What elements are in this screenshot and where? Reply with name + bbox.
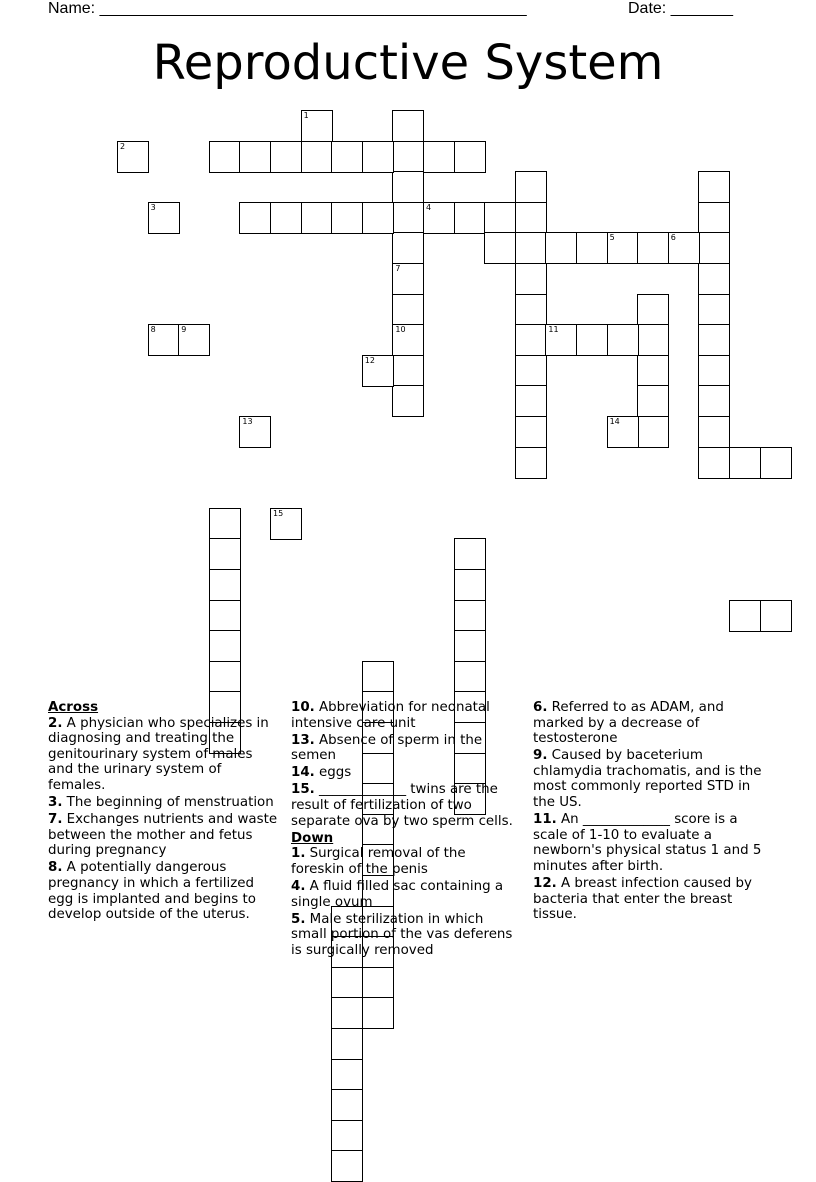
clue-number-label: 7 — [395, 264, 401, 273]
grid-cell[interactable] — [423, 141, 455, 173]
clue-text: _____________ twins are the result of fertilization of two separate ova by two sperm cells. — [291, 782, 513, 829]
clue-number: 8. — [48, 860, 63, 876]
grid-cell[interactable] — [515, 232, 547, 264]
grid-cell[interactable] — [209, 538, 241, 570]
clues-column-1 — [48, 700, 280, 924]
grid-cell[interactable] — [637, 232, 669, 264]
clue-number-label: 2 — [120, 141, 126, 151]
grid-cell[interactable] — [668, 232, 700, 264]
grid-cell[interactable] — [423, 202, 455, 234]
grid-cell[interactable] — [301, 110, 333, 142]
grid-cell[interactable] — [209, 508, 241, 540]
grid-cell[interactable] — [392, 294, 424, 326]
grid-cell[interactable] — [362, 997, 394, 1029]
across-clue — [48, 795, 280, 811]
grid-cell[interactable] — [209, 141, 241, 173]
across-clue — [291, 700, 523, 731]
grid-cell[interactable] — [331, 1059, 363, 1091]
clue-number-label: 15 — [273, 508, 284, 518]
clue-number: 9. — [533, 748, 548, 764]
clues-column-3 — [533, 700, 765, 924]
grid-cell[interactable] — [515, 171, 547, 203]
grid-cell[interactable] — [270, 508, 302, 540]
grid-cell[interactable] — [515, 294, 547, 326]
clue-number-label: 9 — [181, 325, 187, 335]
grid-cell[interactable] — [698, 171, 730, 203]
grid-cell[interactable] — [331, 967, 363, 999]
clue-number: 5. — [291, 911, 306, 927]
grid-cell[interactable] — [362, 661, 394, 693]
across-heading: Across — [48, 700, 99, 715]
clue-text: Caused by baceterium chlamydia trachomatis, and is the most commonly reported STD in the US. — [533, 748, 762, 811]
down-clue — [533, 700, 765, 747]
clue-number-label: 1 — [303, 111, 309, 120]
grid-cell[interactable] — [301, 202, 333, 234]
grid-cell[interactable] — [392, 385, 424, 417]
clue-text: A breast infection caused by bacteria that enter the breast tissue. — [533, 876, 752, 923]
grid-cell[interactable] — [698, 355, 730, 387]
clue-text: Surgical removal of the foreskin of the penis — [291, 846, 466, 877]
grid-cell[interactable] — [301, 141, 333, 173]
grid-cell[interactable] — [484, 232, 516, 264]
across-clue — [48, 716, 280, 794]
grid-cell[interactable] — [148, 324, 180, 356]
grid-cell[interactable] — [698, 232, 730, 264]
clue-number-label: 13 — [242, 417, 253, 426]
clue-number: 12. — [533, 876, 557, 892]
grid-cell[interactable] — [637, 385, 669, 417]
grid-cell[interactable] — [331, 1120, 363, 1152]
grid-cell[interactable] — [392, 263, 424, 295]
grid-cell[interactable] — [392, 171, 424, 203]
grid-cell[interactable] — [209, 661, 241, 693]
grid-cell[interactable] — [331, 202, 363, 234]
grid-cell[interactable] — [698, 385, 730, 417]
grid-cell[interactable] — [331, 1028, 363, 1060]
grid-cell[interactable] — [760, 600, 792, 632]
clue-number: 7. — [48, 812, 63, 828]
grid-cell[interactable] — [698, 447, 730, 479]
grid-cell[interactable] — [270, 141, 302, 173]
grid-cell[interactable] — [454, 630, 486, 662]
grid-cell[interactable] — [392, 324, 424, 356]
clue-text: Exchanges nutrients and waste between the mother and fetus during pregnancy — [48, 812, 278, 859]
grid-cell[interactable] — [392, 110, 424, 142]
clue-text: A physician who specializes in diagnosing and treating the genitourinary system of males and the urinary system of females. — [48, 715, 269, 793]
grid-cell[interactable] — [178, 324, 210, 356]
clue-number-label: 8 — [150, 325, 156, 335]
grid-cell[interactable] — [239, 141, 271, 173]
grid-cell[interactable] — [331, 1150, 363, 1182]
grid-cell[interactable] — [515, 202, 547, 234]
clue-number: 13. — [291, 732, 315, 748]
down-clue — [291, 912, 523, 959]
grid-cell[interactable] — [637, 416, 669, 448]
grid-cell[interactable] — [362, 967, 394, 999]
grid-cell[interactable] — [760, 447, 792, 479]
grid-cell[interactable] — [392, 141, 424, 173]
grid-cell[interactable] — [362, 202, 394, 234]
across-clue — [291, 782, 523, 829]
grid-cell[interactable] — [515, 447, 547, 479]
date-field[interactable]: Date: _______ — [628, 0, 733, 17]
clue-number: 10. — [291, 700, 315, 715]
grid-cell[interactable] — [331, 141, 363, 173]
grid-cell[interactable] — [698, 263, 730, 295]
grid-cell[interactable] — [515, 385, 547, 417]
clue-number-label: 12 — [364, 355, 375, 365]
clue-number-label: 5 — [609, 233, 615, 243]
grid-cell[interactable] — [392, 202, 424, 234]
grid-cell[interactable] — [270, 202, 302, 234]
grid-cell[interactable] — [392, 232, 424, 264]
grid-cell[interactable] — [576, 232, 608, 264]
grid-cell[interactable] — [362, 355, 394, 387]
grid-cell[interactable] — [331, 997, 363, 1029]
grid-cell[interactable] — [698, 324, 730, 356]
grid-cell[interactable] — [454, 202, 486, 234]
clue-number-label: 14 — [609, 417, 620, 426]
grid-cell[interactable] — [454, 661, 486, 693]
clue-number-label: 6 — [670, 233, 676, 243]
clue-text: Abbreviation for neonatal intensive care unit — [291, 700, 490, 731]
down-heading: Down — [291, 830, 334, 846]
grid-cell[interactable] — [209, 630, 241, 662]
across-clue — [291, 733, 523, 764]
grid-cell[interactable] — [698, 416, 730, 448]
grid-cell[interactable] — [576, 324, 608, 356]
grid-cell[interactable] — [515, 263, 547, 295]
grid-cell[interactable] — [637, 355, 669, 387]
clue-number-label: 11 — [548, 325, 559, 335]
grid-cell[interactable] — [637, 324, 669, 356]
clue-number-label: 10 — [395, 325, 406, 335]
clue-text: A potentially dangerous pregnancy in which a fertilized egg is implanted and begins to develop outside of the uterus. — [48, 860, 256, 923]
name-field[interactable]: Name: ________________________________________________ — [48, 0, 527, 17]
clue-number: 11. — [533, 812, 557, 828]
grid-cell[interactable] — [607, 416, 639, 448]
down-clue — [533, 748, 765, 810]
grid-cell[interactable] — [392, 355, 424, 387]
grid-cell[interactable] — [484, 202, 516, 234]
grid-cell[interactable] — [637, 294, 669, 326]
clue-number: 2. — [48, 715, 63, 731]
across-clue — [48, 812, 280, 859]
across-clue — [291, 765, 523, 781]
clue-text: An _____________ score is a scale of 1-10 to evaluate a newborn's physical status 1 and 5 minutes after birth. — [533, 812, 762, 874]
clue-number: 3. — [48, 795, 63, 811]
clue-text: Male sterilization in which small portion of the vas deferens is surgically removed — [291, 911, 513, 958]
clue-text: Referred to as ADAM, and marked by a decrease of testosterone — [533, 700, 724, 747]
clue-text: eggs — [319, 765, 352, 781]
grid-cell[interactable] — [515, 416, 547, 448]
clue-number-label: 3 — [150, 202, 156, 212]
clue-text: A fluid filled sac containing a single ovum — [291, 879, 504, 910]
clue-number: 14. — [291, 765, 315, 781]
grid-cell[interactable] — [148, 202, 180, 234]
clue-text: Absence of sperm in the semen — [291, 732, 483, 764]
grid-cell[interactable] — [454, 538, 486, 570]
down-clue — [291, 846, 523, 877]
grid-cell[interactable] — [607, 232, 639, 264]
across-clue — [48, 860, 280, 922]
grid-cell[interactable] — [515, 324, 547, 356]
grid-cell[interactable] — [698, 202, 730, 234]
grid-cell[interactable] — [362, 141, 394, 173]
clue-number: 6. — [533, 700, 548, 715]
grid-cell[interactable] — [729, 600, 761, 632]
grid-cell[interactable] — [117, 141, 149, 173]
clue-number: 15. — [291, 782, 315, 798]
grid-cell[interactable] — [729, 447, 761, 479]
grid-cell[interactable] — [239, 202, 271, 234]
grid-cell[interactable] — [515, 355, 547, 387]
grid-cell[interactable] — [209, 600, 241, 632]
grid-cell[interactable] — [209, 569, 241, 601]
grid-cell[interactable] — [545, 232, 577, 264]
down-clue — [291, 879, 523, 910]
clue-text: The beginning of menstruation — [66, 795, 274, 811]
grid-cell[interactable] — [454, 569, 486, 601]
grid-cell[interactable] — [239, 416, 271, 448]
clues-column-2 — [291, 700, 523, 960]
grid-cell[interactable] — [454, 141, 486, 173]
grid-cell[interactable] — [545, 324, 577, 356]
grid-cell[interactable] — [331, 1089, 363, 1121]
down-clue — [533, 812, 765, 874]
page-title: Reproductive System — [152, 35, 664, 91]
clue-number-label: 4 — [426, 202, 432, 212]
clue-number: 1. — [291, 846, 306, 862]
grid-cell[interactable] — [607, 324, 639, 356]
grid-cell[interactable] — [698, 294, 730, 326]
clue-number: 4. — [291, 879, 306, 895]
down-clue — [533, 876, 765, 923]
grid-cell[interactable] — [454, 600, 486, 632]
